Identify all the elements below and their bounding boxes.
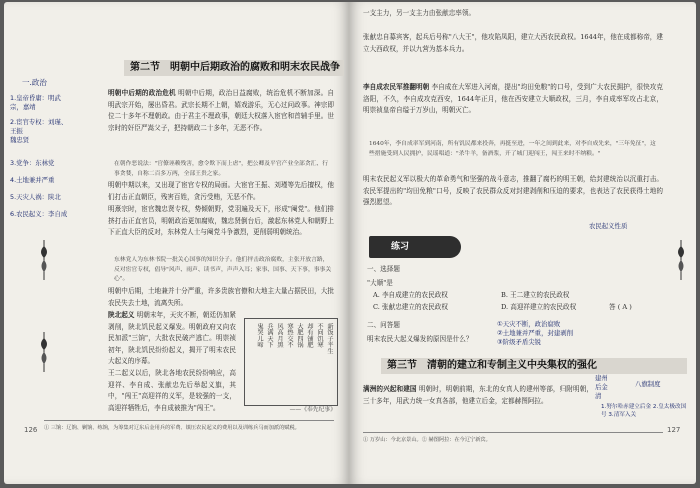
paragraph: 明朝中后期，土地兼并十分严重，许多贵族官僚和大地主大量占据民田，大批农民失去土地，流离失所。	[108, 287, 334, 307]
poem-caption: ——《奉先纪事》	[289, 407, 336, 413]
poem-line: 风高月黑	[276, 323, 283, 348]
book-spread	[4, 2, 696, 484]
paragraph-text: 李自成在大军进入河南，提出"均田免粮"的口号，受到广大农民拥护，很快攻克洛阳，不久，李自成攻克西安，1644年正月，他在西安建立大顺政权，三月，李自成率军攻占北京，明崇祯皇帝自缢于万岁山，明朝灭亡。	[363, 83, 663, 115]
hand-note: 5.天灾人祸：陕北	[10, 193, 61, 201]
answer: 答 ( A )	[609, 303, 632, 311]
choice-a: A. 李自成建立的农民政权	[373, 291, 448, 299]
choice-c: C. 张献忠建立的农民政权	[373, 303, 448, 311]
right-page	[349, 2, 696, 484]
hand-side-line: 清	[595, 392, 602, 400]
paragraph: 明熹宗时，宦官魏忠贤专权，势倾朝野，党羽遍及天下，形成"阉党"。他们排挤打击正直官员，明朝政治更加腐败，魏忠贤倒台后，激起东林党人和朝野上下正直大臣的反对，东林党人士与阉党斗争激烈，更削弱明朝统治。	[108, 205, 334, 237]
note-text: 东林党人为东林书院一批关心国事的知识分子。他们抨击政治腐败，主张开放言路，反对宦官专权，倡导"风声、雨声、读书声，声声入耳；家事、国事、天下事，事事关心"。	[114, 257, 332, 282]
poem-line: 寒热交不	[286, 323, 293, 348]
poem-line: 鬼哭儿啼	[256, 323, 263, 348]
handwritten-notes	[10, 94, 70, 219]
paragraph-text: 明朝末年，天灾不断，朝廷仍加紧剥削，陕北饥民起义爆发。明朝政府又向农民加派"三饷"，大批农民破产逃亡。明崇祯初年，陕北饥民纷纷起义，揭开了明末农民大起义的序幕。	[108, 311, 237, 366]
hand-answer-line: ①天灾不断，政治腐败	[497, 320, 561, 328]
question-text: 明末农民大起义爆发的原因是什么？	[367, 335, 473, 343]
handwritten-note: 八旗制度	[635, 380, 661, 388]
hand-note: 3.党争：东林党	[10, 159, 55, 167]
hand-answer-line: ②土地兼并严重，封建剥削	[497, 329, 574, 337]
exercise-badge	[369, 236, 461, 258]
hand-answer-line: ③阶级矛盾尖锐	[497, 338, 542, 346]
section-number: 第三节	[387, 360, 417, 371]
exercise-label: 练习	[391, 242, 410, 252]
paragraph	[108, 88, 334, 134]
footnote-divider	[363, 432, 663, 433]
page-number: 127	[667, 426, 681, 434]
paragraph: 一支主力，另一支主力由张献忠率领。	[363, 9, 476, 17]
note-text: 在朝作恶说法："官僚诬赖残害，愈令欺下而上虐"，把公卿及平官产业全部贪汇、行事贪婪，自称二百多万两，全部王贵之家。	[114, 161, 329, 177]
handwritten-note: 农民起义性质	[589, 222, 628, 230]
subheading: 李自成农民军推翻明朝	[363, 83, 430, 91]
poem-line: 不问饥寒	[316, 323, 323, 348]
subheading: 满洲的兴起和建国	[363, 385, 417, 393]
footnote: ① 万岁山：今北京景山。② 赫图阿拉：在今辽宁新宾。	[363, 437, 491, 443]
hand-note: 6.农民起义：李自成	[10, 210, 68, 218]
poem-line: 却有铺肥	[306, 323, 313, 348]
paragraph: 张献忠自募宾客，起兵后号称"八大王"，他攻陷凤阳，建立大西农民政权。1644年，他在成都称帝，建立大西政权，并以九营为基本兵力。	[363, 33, 663, 53]
poem-line: 新饭子平生	[326, 323, 333, 354]
page-number: 126	[24, 426, 38, 434]
paragraph	[108, 310, 236, 368]
section-title	[124, 60, 344, 76]
leaf-ornament-icon	[38, 332, 50, 372]
paragraph-text: 明朝中后期，政治日益腐败，统治危机不断加深。自明武宗开始，屡出昏君。武宗长期不上朝，嬉戏游乐，无心过问政事。神宗即位二十多年不理朝政。由于君主不理政事，朝廷大权落入宦官和首辅手里。世宗时的奸臣严嵩父子，把持朝政二十多年，无恶不作。	[108, 89, 335, 132]
question-label: 二、问答题	[367, 321, 400, 329]
leaf-ornament-icon	[38, 240, 50, 280]
poem-box	[244, 318, 338, 406]
subheading: 明朝中后期的政治危机	[108, 89, 176, 97]
footnote: ① 三饷：辽饷、剿饷、练饷，为筹集对辽东后金用兵的军费、镇压农民起义的费用以及训练兵马而加派的赋税。	[44, 425, 300, 431]
handwritten-answer	[497, 320, 647, 347]
handwritten-note: 1.努尔哈赤建立后金 2.皇太极改国号 3.清军入关	[601, 404, 687, 418]
paragraph-text: 明朝时，明朝前期，东北的女真人的建州等部，归附明朝，三十多年，用武力统一女真各部，他建立后金，定都赫图阿拉。	[363, 385, 594, 405]
hand-note: 2.宦官专权：刘瑾、王振	[10, 118, 68, 135]
paragraph: 王二起义以后，陕北各地农民纷纷响应，高迎祥、李自成、张献忠先后举起义旗，其中，"闯王"高迎祥的义军，是较强的一支，高迎祥牺牲后，李自成被推为"闯王"。	[108, 369, 236, 412]
section-number: 第二节	[130, 62, 160, 73]
question-text: "大顺"是	[367, 279, 393, 287]
quote-text: 1640年，李自成率军到河南，所有饥民都来投奔，再挺至进，一年之间到此来，对李自成先来，"三年免征"，这些措施受到人民拥护，民谣唱道："杀牛羊，备酒浆，开了城门迎闯王，闯王来时不纳粮。"	[369, 141, 656, 157]
section-title	[381, 358, 687, 374]
subheading: 陕北起义	[108, 311, 135, 319]
section-title-text: 清朝的建立和专制主义中央集权的强化	[427, 360, 597, 371]
section-title-text: 明朝中后期政治的腐败和明末农民战争	[170, 62, 340, 73]
hand-note: 4.土地兼并严重	[10, 176, 55, 184]
poem-line: 兵满天下	[266, 323, 273, 348]
hand-note: 1.皇帝昏庸：明武宗，嘉靖	[10, 94, 61, 111]
handwritten-side-note	[595, 374, 625, 401]
left-page	[4, 2, 349, 484]
paragraph	[363, 384, 593, 407]
hand-side-line: 建州	[595, 374, 608, 382]
question-label: 一、选择题	[367, 265, 400, 273]
paragraph: 明末农民起义军以极大的革命勇气和坚强的战斗意志，推翻了腐朽的明王朝，给封建统治以沉重打击。农民军提出的"均田免粮"口号，反映了农民群众反对封建剥削和压迫的要求，也表达了农民获得土地的强烈愿望。	[363, 175, 663, 207]
footnote-divider	[44, 420, 334, 421]
choice-b: B. 王二建立的农民政权	[501, 291, 570, 299]
paragraph: 明朝中期以来，又出现了宦官专权的局面。大宦官王振、刘瑾等先后擅权，他们打击正直朝臣，残害百姓，贪污受贿，无恶不作。	[108, 181, 334, 201]
paragraph	[363, 82, 663, 117]
choice-d: D. 高迎祥建立的农民政权	[501, 303, 577, 311]
poem-line: 大肥四锅	[296, 323, 303, 348]
handwritten-heading: 一.政治	[22, 78, 47, 87]
leaf-ornament-icon	[675, 240, 687, 280]
hand-side-line: 后金	[595, 383, 608, 391]
hand-note: 魏忠贤	[10, 136, 30, 144]
